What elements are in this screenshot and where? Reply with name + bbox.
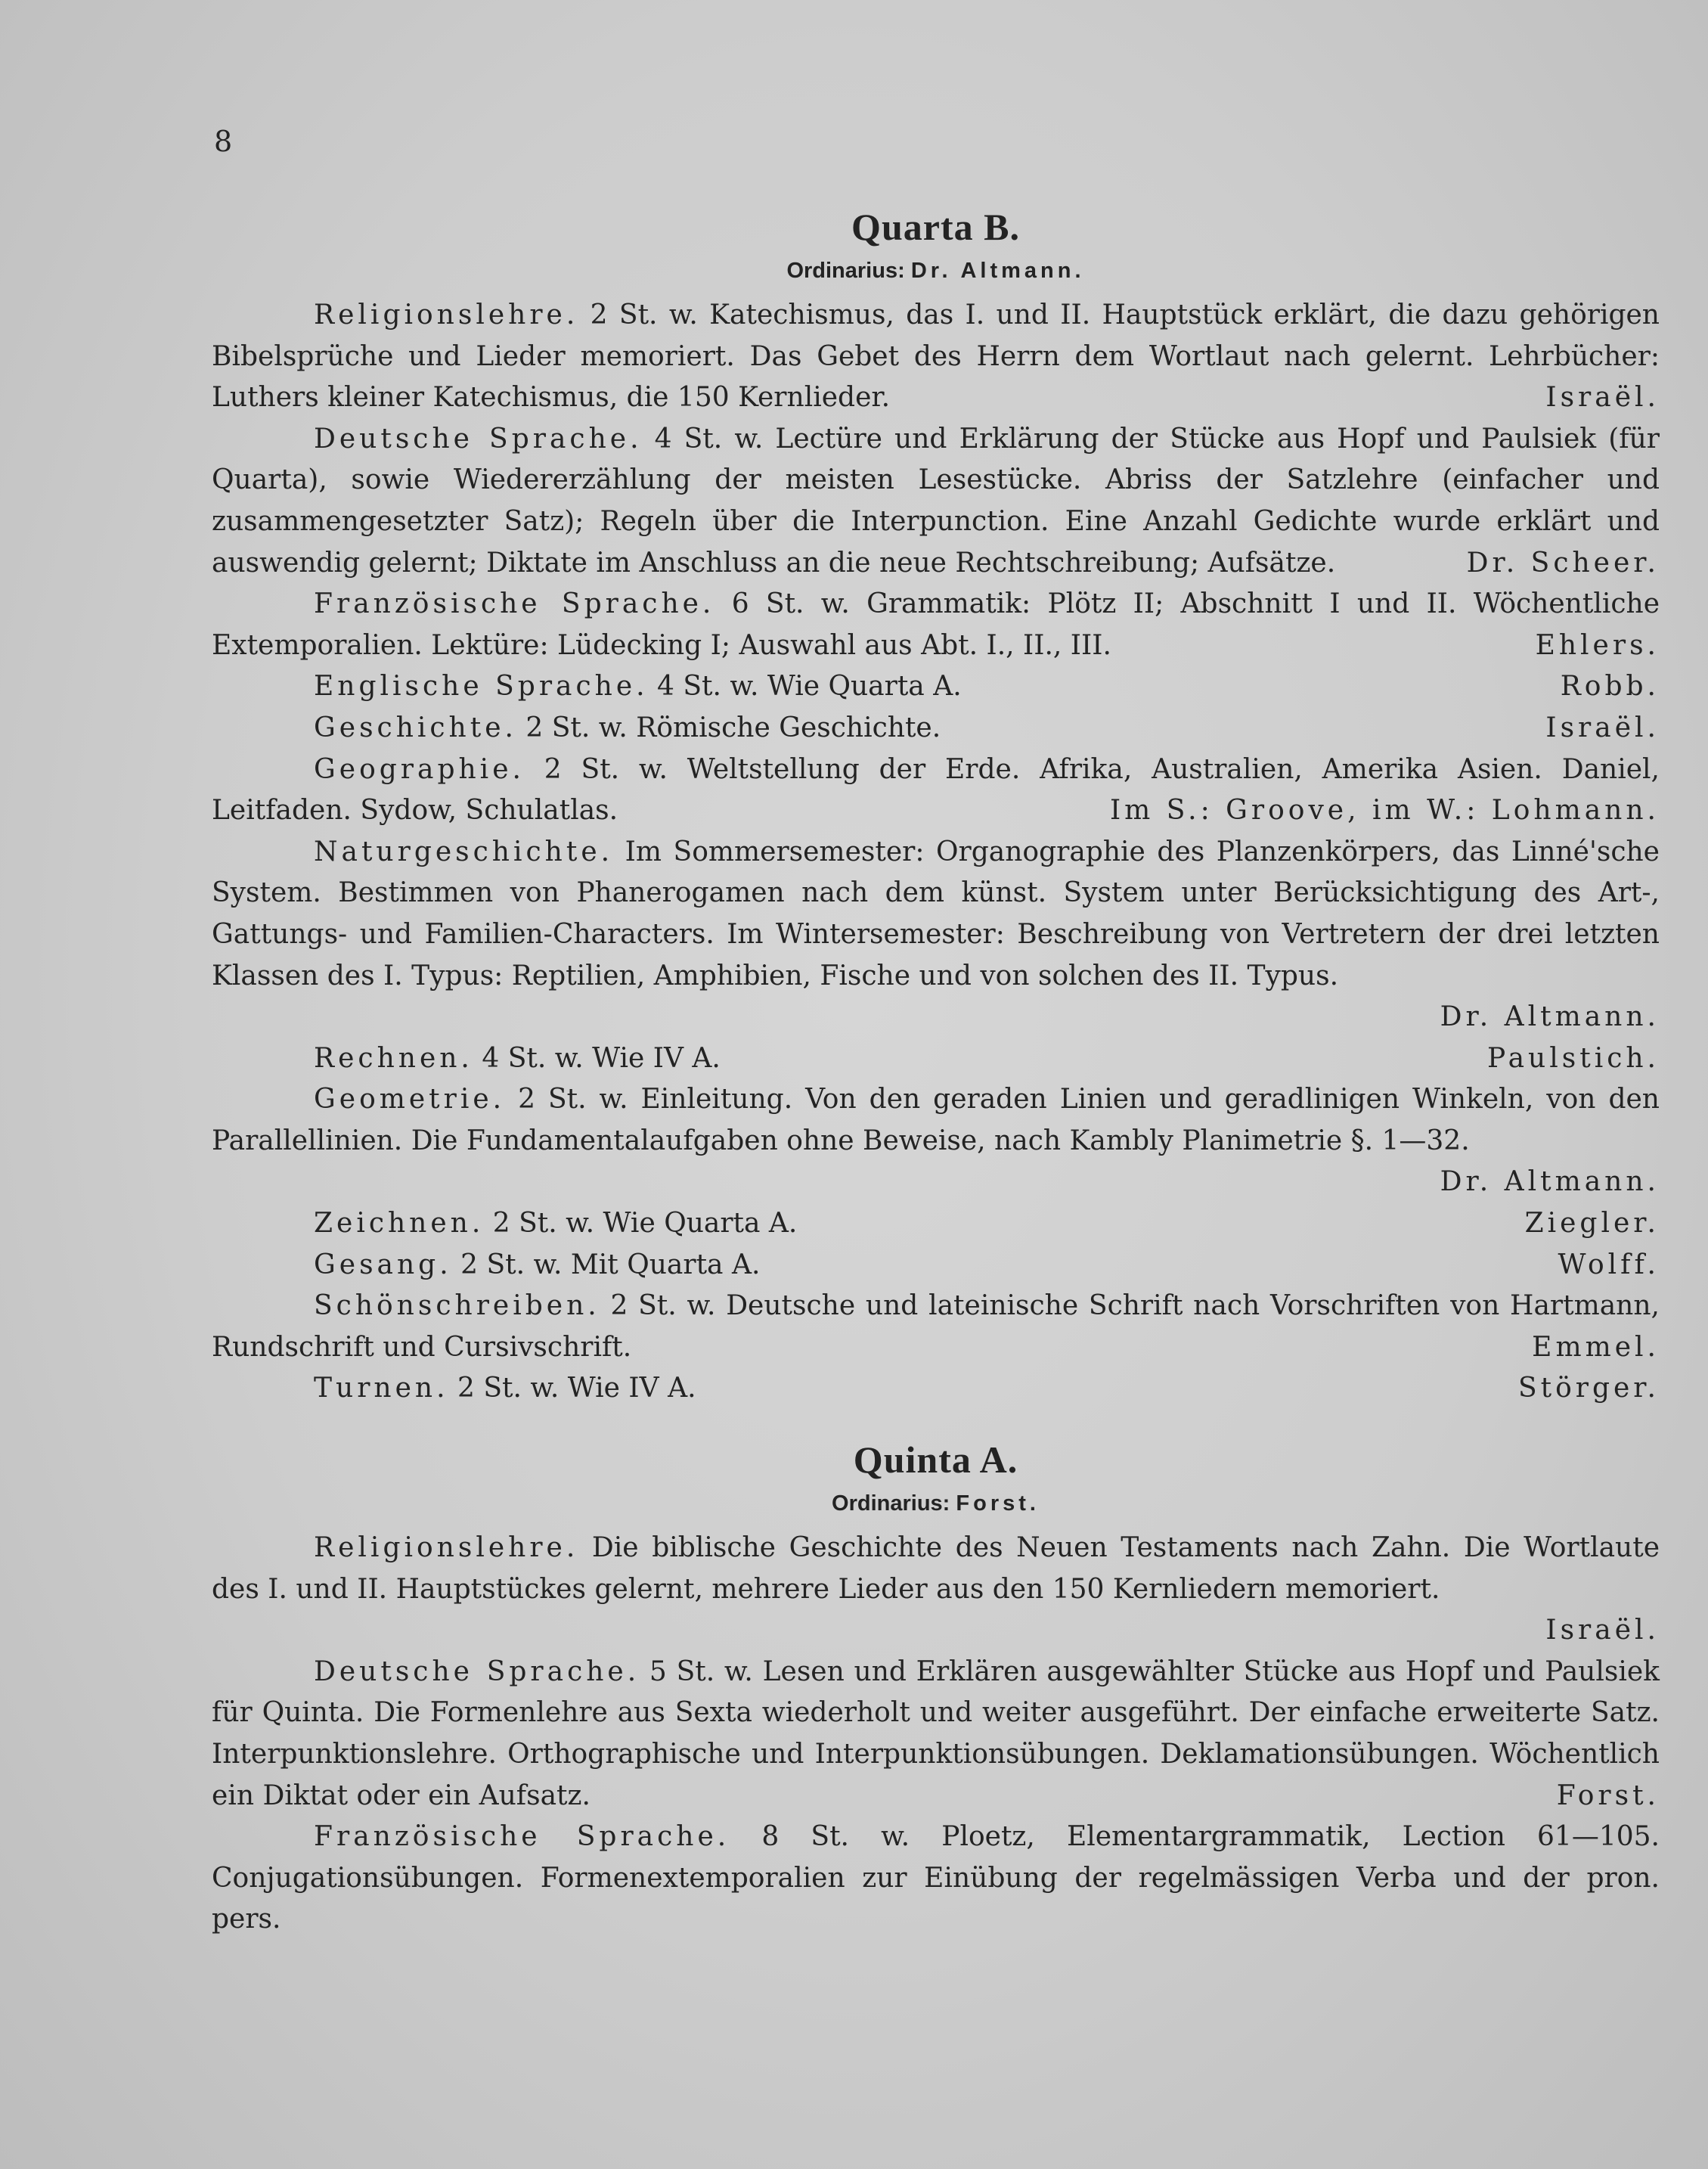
subject-entry (212, 1245, 1660, 1286)
subject-entry (212, 749, 1660, 832)
subject-name: Französische Sprache. (314, 1821, 730, 1853)
subject-entry (212, 666, 1660, 708)
class-section-quarta-b (212, 204, 1660, 1410)
ordinarius-label: Ordinarius: (832, 1491, 950, 1516)
subject-description: Die biblische Geschichte des Neuen Testaments nach Zahn. Die Wortlaute des I. und II. Hauptstückes gelernt, mehrere Lieder aus den 150 Kernliedern memoriert. (212, 1532, 1660, 1605)
ordinarius-name: Dr. Altmann. (910, 259, 1085, 283)
teacher-name: Ziegler. (1524, 1208, 1660, 1240)
subject-description: 2 St. w. Weltstellung der Erde. Afrika, Australien, Amerika Asien. Daniel, Leitfaden. Sydow, Schulatlas. (212, 753, 1660, 827)
class-section-quinta-a (212, 1437, 1660, 1941)
teacher-signoff: Israël. (1545, 1615, 1660, 1646)
teacher-name: Störger. (1517, 1373, 1660, 1404)
subject-entry (212, 832, 1660, 997)
teacher-name: Wolff. (1558, 1249, 1660, 1280)
ordinarius-label: Ordinarius: (786, 259, 905, 283)
teacher-name: Robb. (1560, 671, 1660, 703)
subject-entry (212, 584, 1660, 666)
subject-name: Naturgeschichte. (314, 836, 614, 867)
subject-entry (212, 1528, 1660, 1610)
teacher-signoff: Dr. Altmann. (1440, 1166, 1660, 1198)
ordinarius-line (212, 256, 1660, 286)
subject-description: 2 St. w. Deutsche und lateinische Schrift nach Vorschriften von Hartmann, Rundschrift und Cursivschrift. (212, 1290, 1660, 1363)
subject-entry (212, 1079, 1660, 1162)
teacher-signoff: Dr. Altmann. (1440, 1001, 1660, 1033)
subject-name: Geographie. (314, 753, 525, 785)
subject-name: Deutsche Sprache. (314, 1655, 640, 1687)
subject-description: 4 St. w. Wie IV A. (482, 1042, 721, 1074)
subject-entry (212, 1652, 1660, 1817)
subject-description: 2 St. w. Einleitung. Von den geraden Linien und geradlinigen Winkeln, von den Parallellinien. Die Fundamentalaufgaben ohne Beweise, nach Kambly Planimetrie §. 1—32. (212, 1084, 1660, 1156)
subject-name: Geometrie. (314, 1084, 506, 1116)
teacher-name: Dr. Scheer. (1466, 547, 1660, 579)
subject-entry (212, 1368, 1660, 1410)
subject-description: 2 St. w. Wie IV A. (457, 1373, 696, 1404)
subject-name: Rechnen. (314, 1042, 473, 1074)
subject-name: Schönschreiben. (314, 1290, 600, 1322)
subject-entry (212, 1038, 1660, 1080)
subject-description: 2 St. w. Römische Geschichte. (525, 712, 941, 743)
ordinarius-name: Forst. (956, 1491, 1040, 1516)
section-spacer (212, 1410, 1660, 1437)
subject-description: 2 St. w. Mit Quarta A. (460, 1249, 761, 1280)
subject-description: 4 St. w. Lectüre und Erklärung der Stücke aus Hopf und Paulsiek (für Quarta), sowie Wiedererzählung der meisten Lesestücke. Abriss der Satzlehre (einfacher und zusammengesetzter Satz); Regeln über die Interpunction. Eine Anzahl Gedichte wurde erklärt und auswendig gelernt; Diktate im Anschluss an die neue Rechtschreibung; Aufsätze. (212, 423, 1660, 579)
subject-name: Gesang. (314, 1249, 452, 1280)
section-title: Quinta A. (853, 1438, 1018, 1482)
subject-name: Deutsche Sprache. (314, 423, 643, 455)
subject-name: Englische Sprache. (314, 671, 649, 703)
teacher-name: Israël. (1545, 712, 1660, 743)
subject-name: Französische Sprache. (314, 588, 715, 620)
subject-entry (212, 1286, 1660, 1368)
subject-description: 8 St. w. Ploetz, Elementargrammatik, Lection 61—105. Conjugationsübungen. Formenextemporalien zur Einübung der regelmässigen Verba und der pron. pers. (212, 1821, 1660, 1935)
teacher-name: Emmel. (1532, 1331, 1660, 1363)
subject-entry (212, 1817, 1660, 1941)
subject-name: Turnen. (314, 1373, 449, 1404)
section-title: Quarta B. (851, 206, 1020, 248)
subject-description: 2 St. w. Wie Quarta A. (492, 1208, 798, 1240)
teacher-name: Ehlers. (1535, 629, 1660, 661)
page-content (212, 204, 1660, 1941)
subject-entry (212, 419, 1660, 584)
subject-name: Geschichte. (314, 712, 517, 743)
subject-name: Zeichnen. (314, 1208, 485, 1240)
subject-description: 4 St. w. Wie Quarta A. (657, 671, 962, 703)
subject-entry (212, 1203, 1660, 1245)
ordinarius-line (212, 1488, 1660, 1519)
subject-description: 6 St. w. Grammatik: Plötz II; Abschnitt I und II. Wöchentliche Extemporalien. Lektüre: Lüdecking I; Auswahl aus Abt. I., II., III. (212, 588, 1660, 661)
subject-description: 2 St. w. Katechismus, das I. und II. Hauptstück erklärt, die dazu gehörigen Bibelsprüche und Lieder memoriert. Das Gebet des Herrn dem Wortlaut nach gelernt. Lehrbücher: Luthers kleiner Katechismus, die 150 Kernlieder. (212, 299, 1660, 414)
subject-entry (212, 295, 1660, 419)
subject-name: Religionslehre. (314, 299, 579, 330)
subject-name: Religionslehre. (314, 1532, 579, 1564)
teacher-name: Paulstich. (1486, 1042, 1660, 1074)
teacher-name: Im S.: Groove, im W.: Lohmann. (1109, 795, 1660, 827)
teacher-name: Israël. (1545, 382, 1660, 414)
page-number: 8 (214, 125, 233, 158)
subject-entry (212, 708, 1660, 749)
subject-description: 5 St. w. Lesen und Erklären ausgewählter Stücke aus Hopf und Paulsiek für Quinta. Die Formenlehre aus Sexta wiederholt und weiter ausgeführt. Der einfache erweiterte Satz. Interpunktionslehre. Orthographische und Interpunktionsübungen. Deklamationsübungen. Wöchentlich ein Diktat oder ein Aufsatz. (212, 1655, 1660, 1811)
subject-description: Im Sommersemester: Organographie des Planzenkörpers, das Linné'sche System. Bestimmen von Phanerogamen nach dem künst. System unter Berücksichtigung des Art-, Gattungs- und Familien-Characters. Im Wintersemester: Beschreibung von Vertretern der drei letzten Klassen des I. Typus: Reptilien, Amphibien, Fische und von solchen des II. Typus. (212, 836, 1660, 991)
teacher-name: Forst. (1556, 1780, 1660, 1811)
